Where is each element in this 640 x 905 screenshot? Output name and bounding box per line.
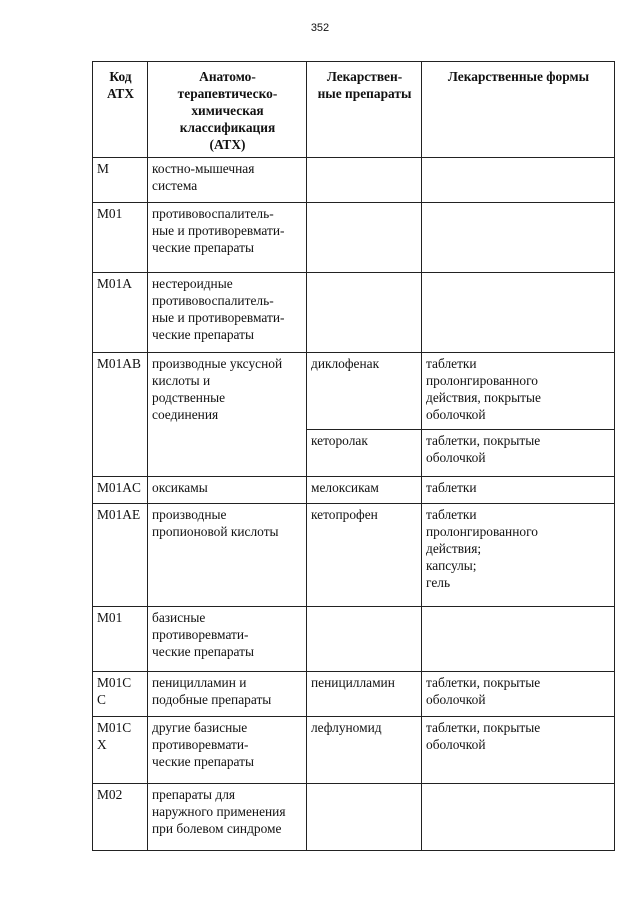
cell-classification: производные уксусной кислоты и родственные соединения <box>148 353 307 477</box>
cell-classification: оксикамы <box>148 477 307 504</box>
cell-code: M01AB <box>93 353 148 477</box>
table-header-row <box>93 62 615 158</box>
cell-drug <box>307 158 422 203</box>
cell-drug <box>307 607 422 672</box>
cell-classification: производные пропионовой кислоты <box>148 504 307 607</box>
cell-forms: таблетки пролонгированного действия, покрытые оболочкой <box>422 353 615 430</box>
cell-drug: лефлуномид <box>307 717 422 784</box>
cell-forms <box>422 607 615 672</box>
atc-drug-table <box>92 61 615 851</box>
cell-classification: препараты для наружного применения при болевом синдроме <box>148 784 307 851</box>
cell-drug: диклофенак <box>307 353 422 430</box>
cell-forms <box>422 158 615 203</box>
table-row <box>93 273 615 353</box>
table-row <box>93 203 615 273</box>
cell-forms: таблетки, покрытые оболочкой <box>422 672 615 717</box>
table-row <box>93 672 615 717</box>
cell-code: M01AC <box>93 477 148 504</box>
cell-classification: пеницилламин и подобные препараты <box>148 672 307 717</box>
cell-code: M01C C <box>93 672 148 717</box>
table-row <box>93 784 615 851</box>
table-row <box>93 607 615 672</box>
page-number: 352 <box>310 22 330 34</box>
cell-drug <box>307 273 422 353</box>
cell-code: M02 <box>93 784 148 851</box>
cell-forms: таблетки, покрытые оболочкой <box>422 430 615 477</box>
cell-drug <box>307 784 422 851</box>
cell-classification: противовоспалитель- ные и противоревмати- ческие препараты <box>148 203 307 273</box>
cell-code: M01 <box>93 607 148 672</box>
cell-classification: другие базисные противоревмати- ческие препараты <box>148 717 307 784</box>
table-row <box>93 477 615 504</box>
cell-code: M01C X <box>93 717 148 784</box>
header-atc-code: Код АТХ <box>93 62 148 158</box>
cell-code: M01 <box>93 203 148 273</box>
cell-drug: мелоксикам <box>307 477 422 504</box>
cell-forms: таблетки <box>422 477 615 504</box>
cell-forms: таблетки пролонгированного действия; капсулы; гель <box>422 504 615 607</box>
cell-classification: нестероидные противовоспалитель- ные и противоревмати- ческие препараты <box>148 273 307 353</box>
cell-forms <box>422 203 615 273</box>
cell-forms <box>422 273 615 353</box>
header-atc-classification: Анатомо- терапевтическо- химическая классификация (АТХ) <box>148 62 307 158</box>
cell-code: M01AE <box>93 504 148 607</box>
header-dosage-forms: Лекарственные формы <box>422 62 615 158</box>
table-row <box>93 504 615 607</box>
cell-forms <box>422 784 615 851</box>
cell-classification: базисные противоревмати- ческие препараты <box>148 607 307 672</box>
table-row <box>93 353 615 430</box>
table-row <box>93 158 615 203</box>
table-row <box>93 717 615 784</box>
cell-forms: таблетки, покрытые оболочкой <box>422 717 615 784</box>
header-drugs: Лекарствен- ные препараты <box>307 62 422 158</box>
cell-drug: кеторолак <box>307 430 422 477</box>
cell-classification: костно-мышечная система <box>148 158 307 203</box>
cell-drug: кетопрофен <box>307 504 422 607</box>
cell-drug <box>307 203 422 273</box>
cell-code: M01A <box>93 273 148 353</box>
cell-drug: пеницилламин <box>307 672 422 717</box>
cell-code: M <box>93 158 148 203</box>
